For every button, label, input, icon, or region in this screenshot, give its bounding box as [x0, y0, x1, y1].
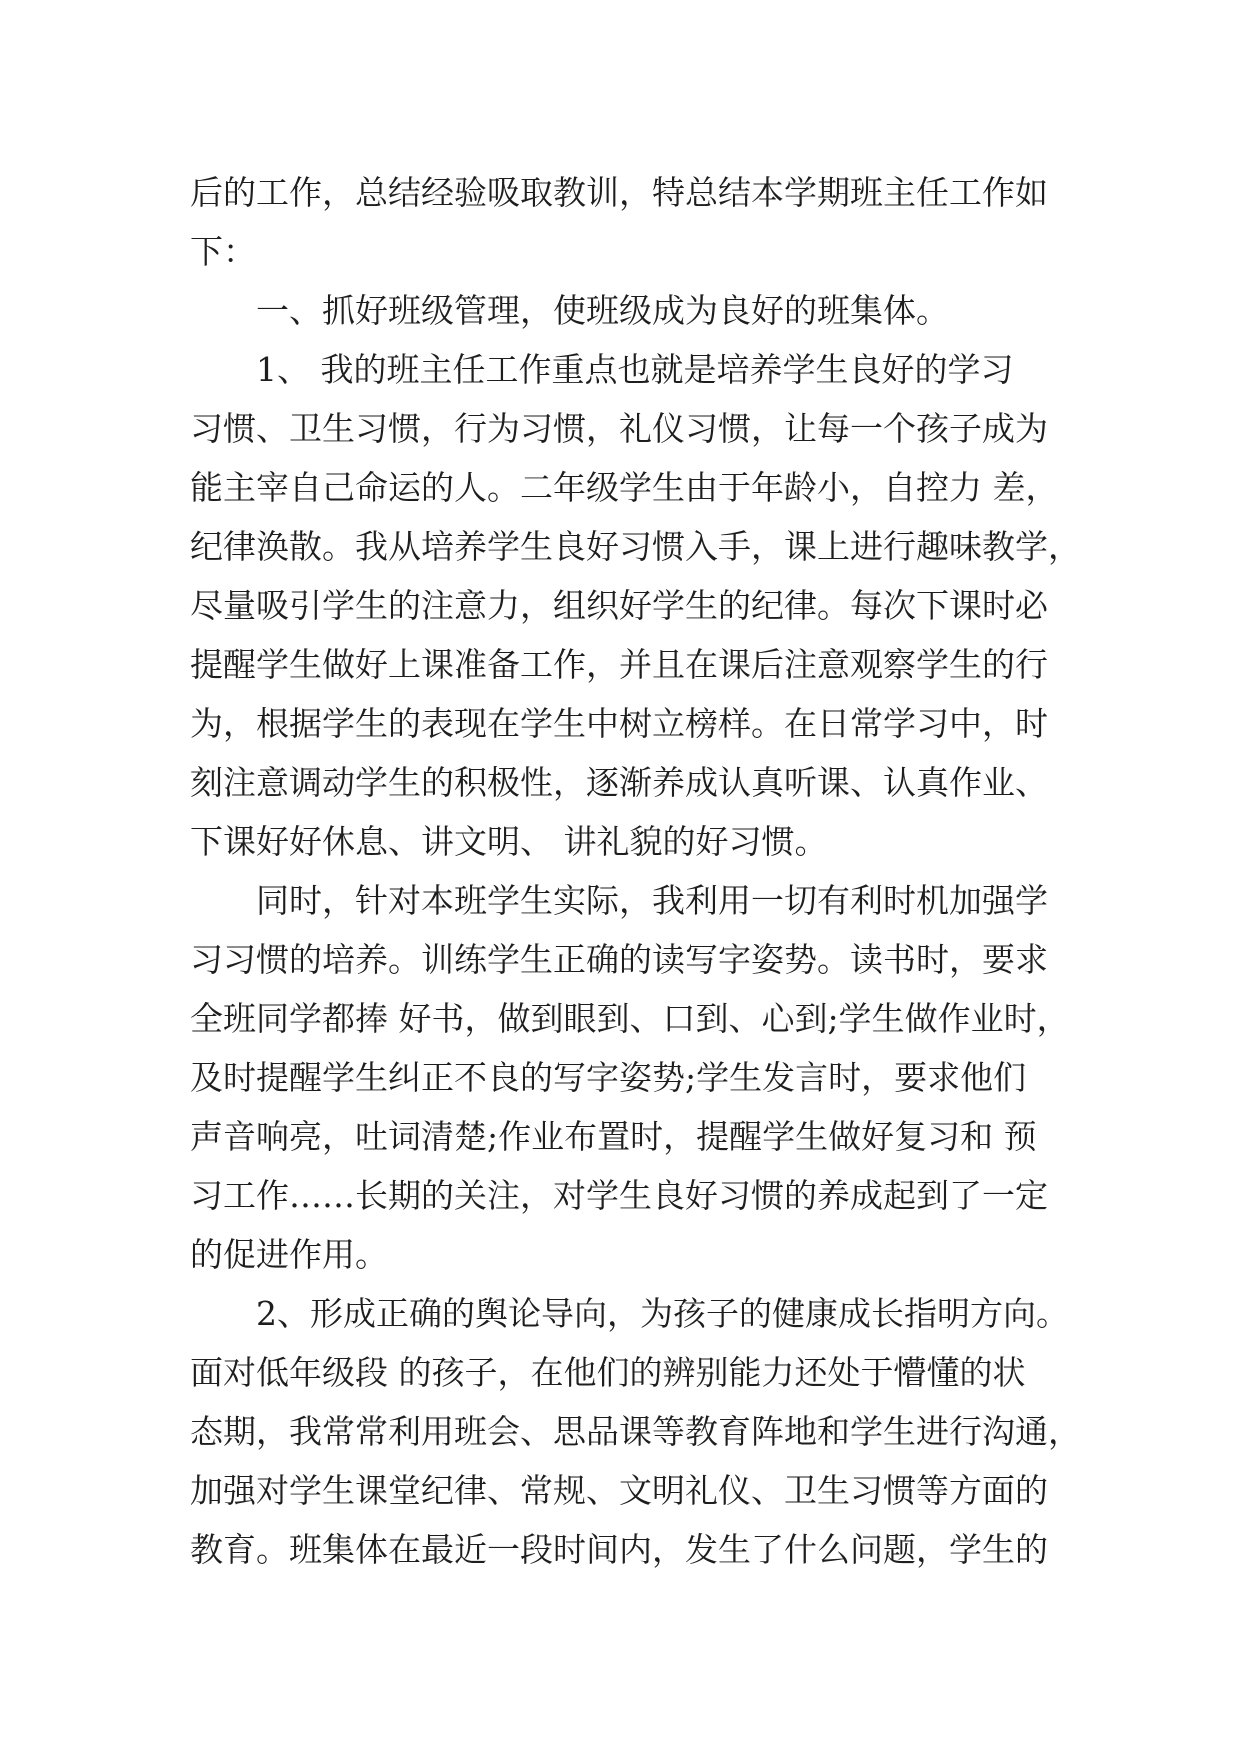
text-line: 刻注意调动学生的积极性，逐渐养成认真听课、认真作业、 [190, 763, 1048, 802]
text-line: 习工作……长期的关注，对学生良好习惯的养成起到了一定 [190, 1176, 1048, 1215]
text-line: 下： [190, 232, 256, 271]
paragraph-first-line: 1、 我的班主任工作重点也就是培养学生良好的学习 [256, 350, 1014, 389]
text-line: 尽量吸引学生的注意力，组织好学生的纪律。每次下课时必 [190, 586, 1048, 625]
text-line: 习惯、卫生习惯，行为习惯，礼仪习惯，让每一个孩子成为 [190, 409, 1048, 448]
text-line: 习习惯的培养。训练学生正确的读写字姿势。读书时，要求 [190, 940, 1048, 979]
text-line: 态期，我常常利用班会、思品课等教育阵地和学生进行沟通， [190, 1412, 1081, 1451]
text-line: 的促进作用。 [190, 1235, 388, 1274]
text-line: 面对低年级段 的孩子，在他们的辨别能力还处于懵懂的状 [190, 1353, 1026, 1392]
text-line: 及时提醒学生纠正不良的写字姿势;学生发言时，要求他们 [190, 1058, 1027, 1097]
paragraph-first-line: 同时，针对本班学生实际，我利用一切有利时机加强学 [256, 881, 1048, 920]
body-text [190, 163, 1081, 1579]
text-line: 教育。班集体在最近一段时间内，发生了什么问题，学生的 [190, 1530, 1048, 1569]
text-line: 声音响亮，吐词清楚;作业布置时，提醒学生做好复习和 预 [190, 1117, 1037, 1156]
text-line: 加强对学生课堂纪律、常规、文明礼仪、卫生习惯等方面的 [190, 1471, 1048, 1510]
text-line: 纪律涣散。我从培养学生良好习惯入手，课上进行趣味教学， [190, 527, 1081, 566]
paragraph-first-line: 2、形成正确的舆论导向，为孩子的健康成长指明方向。 [256, 1294, 1069, 1333]
text-line: 能主宰自己命运的人。二年级学生由于年龄小，自控力 差， [190, 468, 1059, 507]
text-line: 后的工作，总结经验吸取教训，特总结本学期班主任工作如 [190, 173, 1048, 212]
text-line: 为，根据学生的表现在学生中树立榜样。在日常学习中，时 [190, 704, 1048, 743]
text-line: 全班同学都捧 好书，做到眼到、口到、心到;学生做作业时， [190, 999, 1070, 1038]
text-line: 下课好好休息、讲文明、 讲礼貌的好习惯。 [190, 822, 828, 861]
text-line: 提醒学生做好上课准备工作，并且在课后注意观察学生的行 [190, 645, 1048, 684]
section-heading: 一、抓好班级管理，使班级成为良好的班集体。 [256, 291, 949, 330]
